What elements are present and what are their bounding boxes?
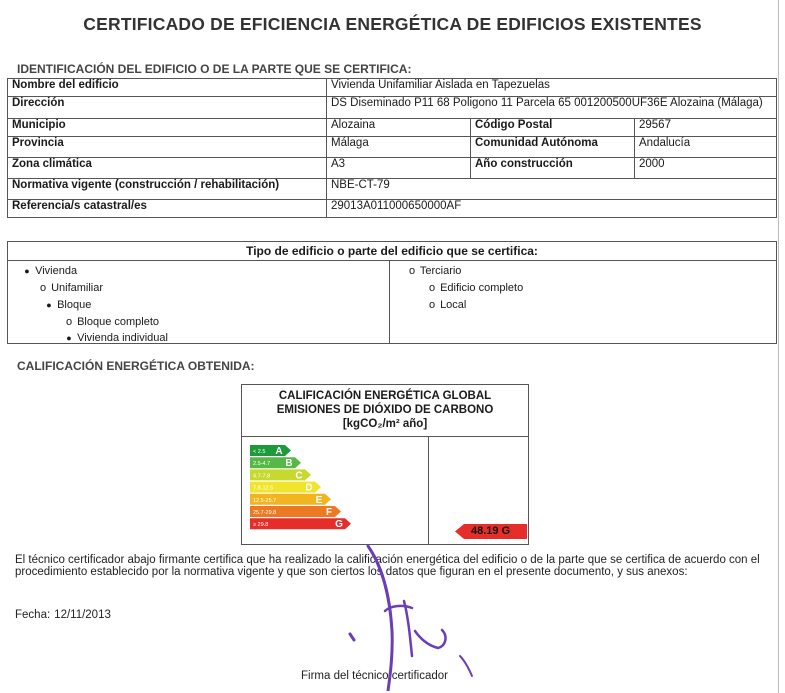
municipality-value: Alozaina: [327, 119, 471, 137]
table-row: [8, 158, 777, 179]
option-label: Bloque: [57, 299, 92, 311]
postal-code-value: 29567: [635, 119, 777, 137]
scale-bar-b: [250, 457, 301, 469]
building-type-right-column: [390, 261, 776, 343]
scale-letter-label: D: [305, 482, 313, 494]
scale-range-label: 25.7-29.8: [253, 510, 277, 516]
option-bullet: ●: [24, 266, 30, 276]
document-title: CERTIFICADO DE EFICIENCIA ENERGÉTICA DE EDIFICIOS EXISTENTES: [83, 14, 702, 34]
table-row: [8, 137, 777, 158]
table-row: [8, 179, 777, 200]
building-type-heading: Tipo de edificio o parte del edificio que se certifica:: [8, 242, 776, 261]
building-name-label: Nombre del edificio: [8, 79, 327, 97]
date-line: [15, 609, 111, 621]
rating-column-divider: [428, 436, 429, 544]
regulation-value: NBE-CT-79: [327, 179, 777, 200]
rating-title-2: EMISIONES DE DIÓXIDO DE CARBONO: [276, 404, 494, 416]
rating-box: [241, 384, 529, 545]
option-bloque-completo: [64, 315, 159, 329]
address-label: Dirección: [8, 97, 327, 119]
scale-letter-label: B: [285, 458, 293, 470]
energy-scale: [242, 437, 428, 545]
date-value: 12/11/2013: [54, 609, 111, 621]
option-bullet: o: [428, 282, 436, 294]
postal-code-label: Código Postal: [471, 119, 635, 137]
scale-range-label: 4.7-7.8: [253, 473, 271, 480]
option-vivienda-individual: [64, 331, 168, 345]
regulation-label: Normativa vigente (construcción / rehabilitación): [8, 179, 327, 200]
table-row: [8, 79, 777, 97]
scale-letter-label: E: [315, 494, 323, 506]
scale-bar-d: [250, 482, 321, 494]
option-vivienda: [22, 264, 77, 278]
scale-bar-e: [250, 494, 331, 506]
scale-letter-label: A: [275, 446, 283, 457]
option-bullet: o: [65, 316, 73, 328]
cadastral-label: Referencia/s catastral/es: [8, 200, 327, 218]
table-row: [8, 97, 777, 119]
scale-bar-f: [250, 506, 341, 518]
region-value: Andalucía: [635, 137, 777, 158]
option-label: Local: [440, 299, 467, 311]
scale-letter-label: F: [325, 507, 333, 518]
cadastral-value: 29013A011000650000AF: [327, 200, 777, 218]
option-terciario: [407, 264, 461, 278]
option-local: [427, 298, 466, 312]
scale-bar-c: [250, 469, 311, 481]
building-name-value: Vivienda Unifamiliar Aislada en Tapezuelas: [327, 79, 777, 97]
option-bullet: ●: [46, 300, 52, 310]
rating-value: 48.19 G: [471, 525, 511, 537]
option-bullet: o: [428, 299, 436, 311]
identification-table: [7, 78, 777, 218]
date-label: Fecha:: [15, 609, 51, 621]
rating-heading: CALIFICACIÓN ENERGÉTICA OBTENIDA:: [17, 359, 255, 373]
municipality-label: Municipio: [8, 119, 327, 137]
option-label: Vivienda individual: [77, 332, 168, 344]
address-value: DS Diseminado P11 68 Poligono 11 Parcela 65 001200500UF36E Alozaina (Málaga): [327, 97, 777, 119]
climate-zone-label: Zona climática: [8, 158, 327, 179]
building-type-box: [7, 241, 777, 344]
option-label: Vivienda: [35, 265, 78, 277]
page-edge: [778, 0, 779, 693]
table-row: [8, 119, 777, 137]
province-value: Málaga: [327, 137, 471, 158]
scale-bar-a: [250, 445, 291, 457]
option-label: Terciario: [419, 265, 462, 277]
table-row: [8, 200, 777, 218]
signature-caption: Firma del técnico certificador: [301, 670, 448, 682]
scale-range-label: 2.5-4.7: [253, 461, 271, 468]
scale-letter-label: C: [295, 470, 303, 482]
building-type-left-column: [8, 261, 390, 343]
option-unifamiliar: [38, 281, 103, 295]
year-label: Año construcción: [471, 158, 635, 179]
option-bullet: o: [39, 282, 47, 294]
option-label: Unifamiliar: [51, 282, 104, 294]
scale-range-label: ≥ 29.8: [253, 522, 269, 529]
scale-range-label: 12.5-25.7: [253, 497, 277, 504]
option-bullet: o: [408, 265, 416, 277]
scale-range-label: 7.8-12.5: [253, 485, 274, 492]
scale-bar-g: [250, 518, 351, 530]
option-label: Bloque completo: [77, 316, 160, 328]
option-bullet: ●: [66, 333, 72, 343]
province-label: Provincia: [8, 137, 327, 158]
region-label: Comunidad Autónoma: [471, 137, 635, 158]
signature: [330, 536, 480, 691]
rating-title-3: [kgCO₂/m² año]: [342, 418, 428, 430]
option-edificio-completo: [427, 281, 523, 295]
climate-zone-value: A3: [327, 158, 471, 179]
identification-heading: IDENTIFICACIÓN DEL EDIFICIO O DE LA PARTE QUE SE CERTIFICA:: [17, 62, 412, 76]
option-label: Edificio completo: [440, 282, 524, 294]
scale-range-label: < 2.5: [253, 449, 266, 455]
year-value: 2000: [635, 158, 777, 179]
certification-statement: El técnico certificador abajo firmante certifica que ha realizado la calificación energética del edificio o de la parte que se certifica de acuerdo con el procedimiento establecido por la normativa vigente y que son ciertos los datos que figuran en el presente documento, y sus anexos:: [15, 554, 760, 578]
scale-letter-label: G: [335, 519, 343, 531]
option-bloque: [44, 298, 91, 312]
rating-title-1: CALIFICACIÓN ENERGÉTICA GLOBAL: [278, 390, 492, 402]
